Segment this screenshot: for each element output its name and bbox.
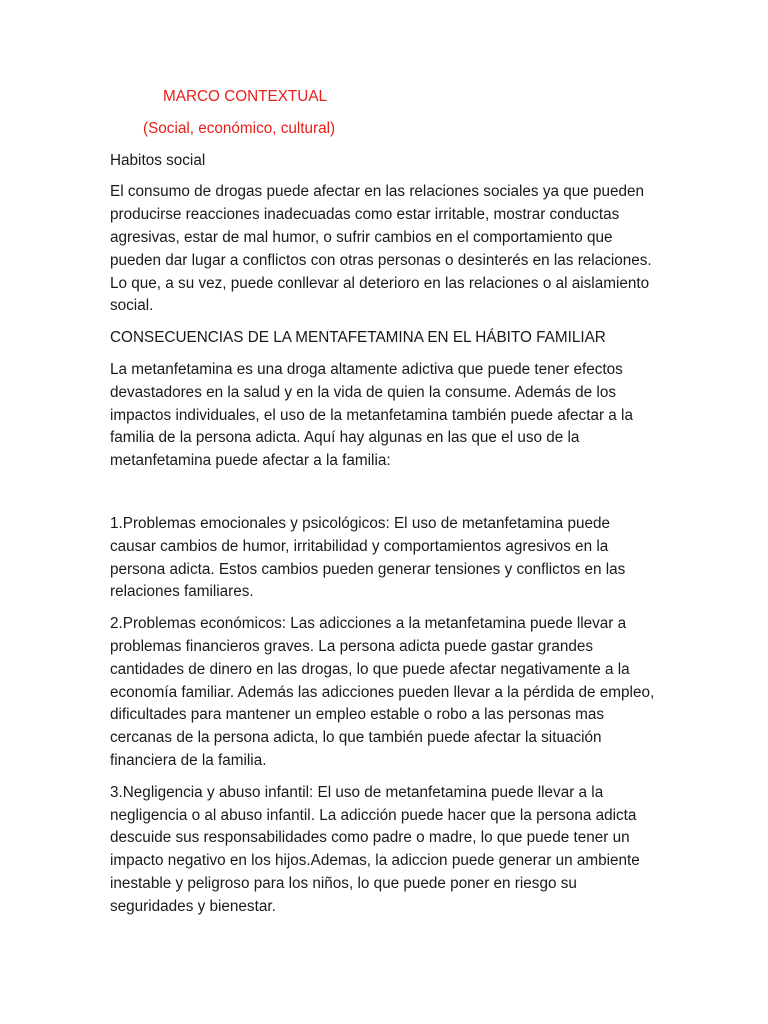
section-heading-consecuencias: CONSECUENCIAS DE LA MENTAFETAMINA EN EL HÁBITO FAMILIAR [110, 329, 606, 347]
document-body [110, 86, 658, 928]
list-item: 3.Negligencia y abuso infantil: El uso de metanfetamina puede llevar a la negligencia o al abuso infantil. La adicción puede hacer que la persona adicta descuide sus responsabilidades como padre o madre, lo que puede tener un impacto negativo en los hijos.Ademas, la adiccion puede generar un ambiente inestable y peligroso para los niños, lo que puede poner en riesgo su seguridades y bienestar. [110, 783, 640, 915]
document-title: MARCO CONTEXTUAL [163, 88, 328, 105]
blank-line [110, 482, 658, 513]
section-intro-consecuencias: La metanfetamina es una droga altamente adictiva que puede tener efectos devastadores en la salud y en la vida de quien la consume. Además de los impactos individuales, el uso de la metanfetamina también puede afectar a la familia de la persona adicta. Aquí hay algunas en las que el uso de la metanfetamina puede afectar a la familia: [110, 360, 633, 470]
document-subtitle: (Social, económico, cultural) [143, 119, 336, 137]
section-heading-habitos-social: Habitos social [110, 151, 206, 169]
list-item: 2.Problemas económicos: Las adicciones a la metanfetamina puede llevar a problemas financieros graves. La persona adicta puede gastar grandes cantidades de dinero en las drogas, lo que puede afectar negativamente a la economía familiar. Además las adicciones pueden llevar a la pérdida de empleo, dificultades para mantener un empleo estable o robo a las personas mas cercanas de la persona adicta, lo que también puede afectar la situación financiera de la familia. [110, 615, 655, 769]
section-paragraph-habitos-social: El consumo de drogas puede afectar en las relaciones sociales ya que pueden producirse reacciones inadecuadas como estar irritable, mostrar conductas agresivas, estar de mal humor, o sufrir cambios en el comportamiento que pueden dar lugar a conflictos con otras personas o desinterés en las relaciones. Lo que, a su vez, puede conllevar al deterioro en las relaciones o al aislamiento social. [110, 183, 652, 315]
list-item: 1.Problemas emocionales y psicológicos: El uso de metanfetamina puede causar cambios de humor, irritabilidad y comportamientos agresivos en la persona adicta. Estos cambios pueden generar tensiones y conflictos en las relaciones familiares. [110, 514, 626, 601]
